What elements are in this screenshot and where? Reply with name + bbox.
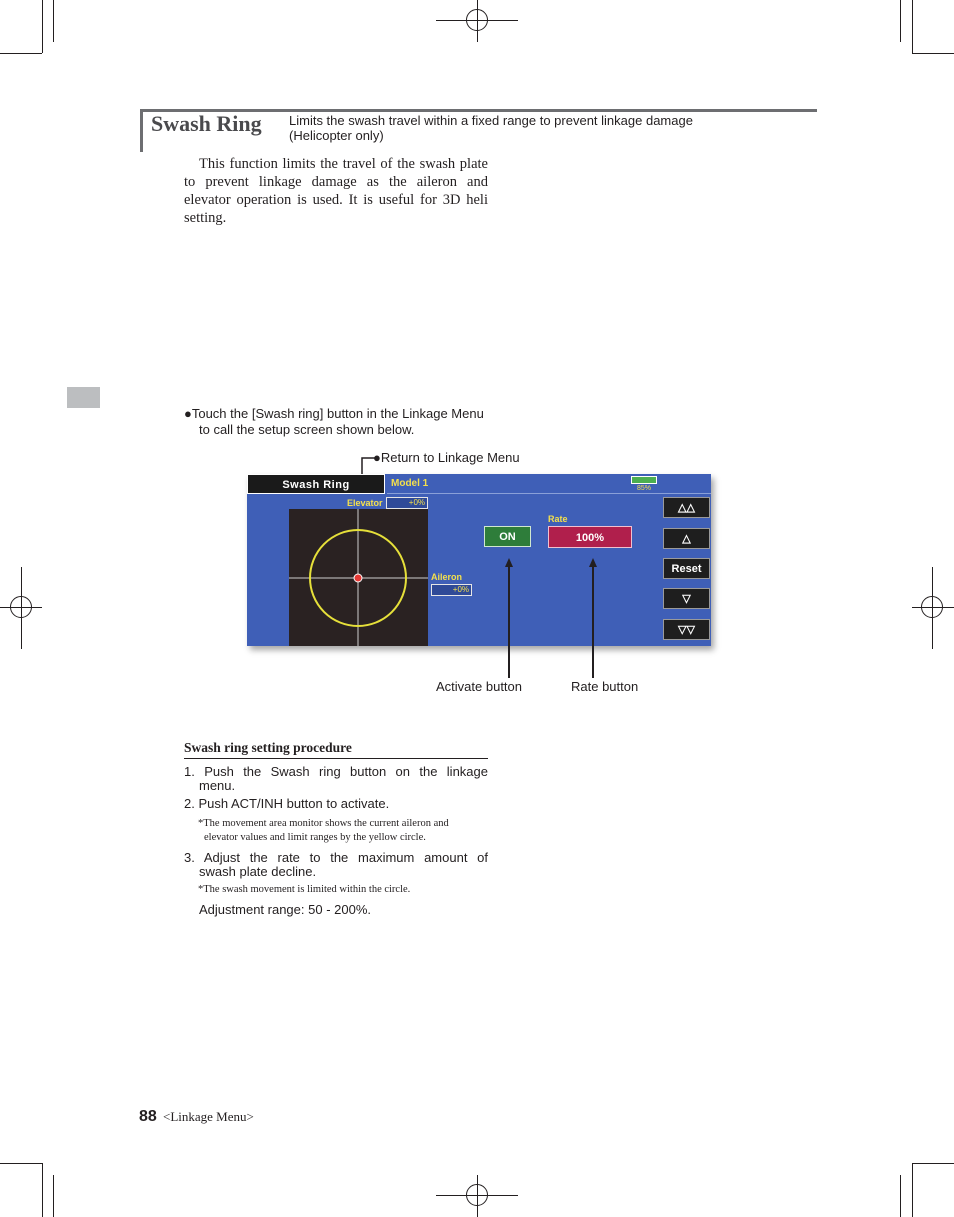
step-text: swash plate decline. — [199, 864, 317, 879]
page-number: 88 — [139, 1108, 157, 1125]
instruction-line: to call the setup screen shown below. — [199, 422, 415, 437]
page-title: Swash Ring — [151, 111, 262, 136]
adjustment-range: Adjustment range: 50 - 200%. — [199, 902, 371, 917]
subtitle-line: Limits the swash travel within a fixed range to prevent linkage damage — [289, 113, 693, 128]
activate-button[interactable]: ON — [484, 526, 531, 547]
model-name: Model 1 — [387, 474, 711, 494]
intro-paragraph: This function limits the travel of the swash plate to prevent linkage damage as the aileron and elevator operation is used. It is useful for 3D heli setting. — [184, 156, 488, 226]
battery-icon — [631, 476, 657, 484]
step-text: 1. Push the Swash ring button on the linkage — [184, 764, 488, 779]
battery-percent: 85% — [637, 485, 652, 492]
decrease-large-button[interactable]: ▽▽ — [663, 619, 710, 640]
screen-title-button[interactable]: Swash Ring — [247, 474, 385, 494]
page-subtitle — [289, 113, 759, 143]
elevator-label: Elevator — [347, 498, 383, 508]
swash-ring-screen — [247, 474, 711, 646]
footer-section: <Linkage Menu> — [163, 1109, 254, 1124]
procedure-step-3 — [184, 851, 488, 879]
monitor-graphic — [289, 509, 428, 646]
step-text: 2. Push ACT/INH button to activate. — [184, 796, 390, 811]
rate-button[interactable]: 100% — [548, 526, 632, 548]
procedure-step-2 — [184, 797, 488, 811]
aileron-value: +0% — [431, 584, 472, 596]
procedure-title: Swash ring setting procedure — [184, 740, 488, 759]
subtitle-line: (Helicopter only) — [289, 128, 384, 143]
instruction — [184, 406, 529, 438]
activate-arrow-line — [508, 566, 510, 678]
reset-button[interactable]: Reset — [663, 558, 710, 579]
step-text: 3. Adjust the rate to the maximum amount of — [184, 850, 488, 865]
side-tab — [67, 387, 100, 408]
note-text: *The movement area monitor shows the current aileron and — [198, 818, 449, 829]
note-text: elevator values and limit ranges by the yellow circle. — [204, 832, 426, 843]
decrease-button[interactable]: ▽ — [663, 588, 710, 609]
activate-callout: Activate button — [436, 679, 522, 694]
stick-position-dot — [354, 574, 362, 582]
header-side-rule — [140, 109, 143, 152]
intro-text — [184, 155, 488, 227]
aileron-label: Aileron — [431, 572, 463, 582]
movement-monitor — [289, 509, 428, 646]
procedure-step-1 — [184, 765, 488, 793]
increase-large-button[interactable]: △△ — [663, 497, 710, 518]
rate-label: Rate — [548, 514, 568, 524]
step-text: menu. — [199, 778, 236, 793]
elevator-value: +0% — [386, 497, 428, 509]
rate-arrow-line — [592, 566, 594, 678]
increase-button[interactable]: △ — [663, 528, 710, 549]
instruction-line: ●Touch the [Swash ring] button in the Linkage Menu — [184, 406, 484, 421]
rate-callout: Rate button — [571, 679, 639, 694]
return-callout: ●Return to Linkage Menu — [373, 450, 520, 465]
procedure-note-2 — [198, 817, 489, 845]
procedure-note-3: *The swash movement is limited within the circle. — [198, 884, 411, 895]
